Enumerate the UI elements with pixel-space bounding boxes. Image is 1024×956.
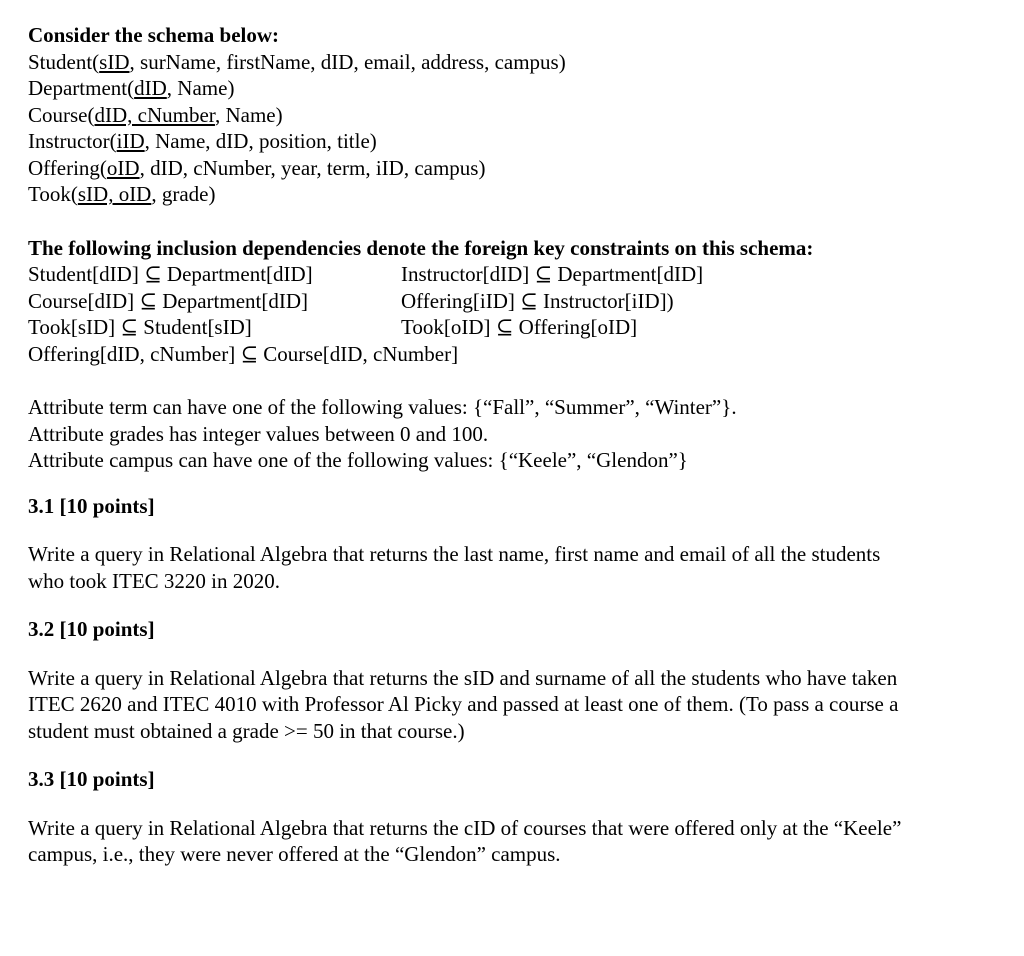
- question-3-2-text: ITEC 2620 and ITEC 4010 with Professor Al Picky and passed at least one of them. (To pass a course a: [28, 692, 899, 716]
- dependency-row: [28, 261, 998, 288]
- relation-key: sID: [99, 49, 130, 74]
- schema-heading: Consider the schema below:: [28, 23, 280, 47]
- spacer: [28, 744, 998, 766]
- question-3-2-text: Write a query in Relational Algebra that returns the sID and surname of all the students who have taken: [28, 665, 898, 690]
- attribute-term-constraint: Attribute term can have one of the following values: {“Fall”, “Summer”, “Winter”}.: [28, 395, 737, 419]
- relation-took: [28, 181, 998, 208]
- relation-name: Department(: [28, 76, 135, 100]
- relation-attributes: , grade): [151, 182, 216, 206]
- spacer: [28, 367, 998, 394]
- relation-attributes: , Name): [214, 102, 283, 127]
- relation-offering: [28, 155, 998, 182]
- dependency-right: Took[oID] ⊆ Offering[oID]: [401, 315, 638, 339]
- relation-name: Took(: [28, 182, 78, 206]
- spacer: [28, 643, 998, 665]
- question-3-1-text: Write a query in Relational Algebra that returns the last name, first name and email of all the students: [28, 542, 881, 566]
- relation-name: Course(: [28, 102, 95, 127]
- relation-name: Offering(: [28, 155, 107, 180]
- dependency-left: Course[dID] ⊆ Department[dID]: [28, 288, 309, 313]
- question-3-1-title: 3.1 [10 points]: [28, 493, 155, 518]
- question-3-3-text: campus, i.e., they were never offered at the “Glendon” campus.: [28, 842, 561, 866]
- relation-key: dID: [134, 76, 167, 100]
- spacer: [28, 474, 998, 493]
- relation-course: [28, 102, 998, 129]
- question-3-3-title: 3.3 [10 points]: [28, 767, 155, 791]
- relation-key: oID: [106, 155, 140, 180]
- spacer: [28, 208, 998, 235]
- relation-instructor: [28, 128, 998, 155]
- relation-name: Student(: [28, 49, 100, 74]
- relation-attributes: , dID, cNumber, year, term, iID, campus): [139, 155, 486, 180]
- relation-attributes: , surName, firstName, dID, email, address, campus): [129, 49, 566, 74]
- relation-department: [28, 75, 998, 102]
- relation-key: iID: [116, 129, 145, 153]
- question-3-2-title: 3.2 [10 points]: [28, 617, 155, 641]
- question-3-3-text: Write a query in Relational Algebra that returns the cID of courses that were offered only at the “Keele”: [28, 815, 902, 840]
- relation-name: Instructor(: [28, 129, 117, 153]
- dependency-row: [28, 288, 998, 315]
- dependency-last-row: Offering[dID, cNumber] ⊆ Course[dID, cNumber]: [28, 341, 459, 366]
- question-3-1-text: who took ITEC 3220 in 2020.: [28, 568, 280, 593]
- relation-student: [28, 49, 998, 76]
- relation-key: dID, cNumber: [94, 102, 215, 127]
- attribute-grades-constraint: Attribute grades has integer values between 0 and 100.: [28, 421, 489, 446]
- dependency-left: Student[dID] ⊆ Department[dID]: [28, 262, 313, 286]
- attribute-campus-constraint: Attribute campus can have one of the following values: {“Keele”, “Glendon”}: [28, 448, 688, 472]
- question-3-2-text: student must obtained a grade >= 50 in that course.): [28, 718, 465, 743]
- document-page: [28, 22, 998, 868]
- dependency-right: Instructor[dID] ⊆ Department[dID]: [401, 262, 704, 286]
- spacer: [28, 594, 998, 616]
- dependency-row: [28, 314, 998, 341]
- spacer: [28, 793, 998, 815]
- dependency-right: Offering[iID] ⊆ Instructor[iID]): [401, 288, 674, 313]
- spacer: [28, 519, 998, 541]
- relation-attributes: , Name): [166, 76, 235, 100]
- relation-attributes: , Name, dID, position, title): [144, 129, 377, 153]
- relation-key: sID, oID: [77, 182, 152, 206]
- dependency-left: Took[sID] ⊆ Student[sID]: [28, 315, 252, 339]
- dependencies-heading: The following inclusion dependencies denote the foreign key constraints on this schema:: [28, 235, 814, 260]
